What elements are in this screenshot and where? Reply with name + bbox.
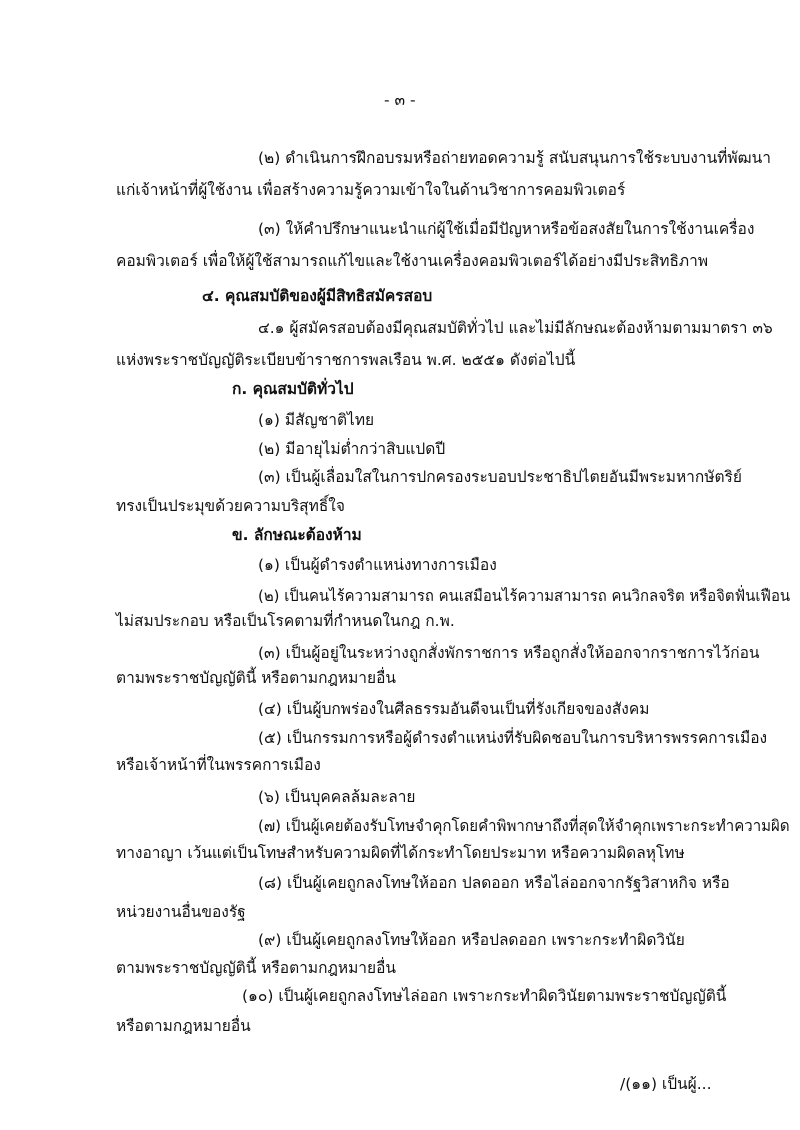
- prohibited-3-line-1: (๓) เป็นผู้อยู่ในระหว่างถูกสั่งพักราชการ หรือถูกสั่งให้ออกจากราชการไว้ก่อน: [258, 644, 760, 662]
- section-4-heading: ๔. คุณสมบัติของผู้มีสิทธิสมัครสอบ: [202, 287, 433, 305]
- prohibited-5-line-2: หรือเจ้าหน้าที่ในพรรคการเมือง: [116, 756, 321, 774]
- prohibited-4: (๔) เป็นผู้บกพร่องในศีลธรรมอันดีจนเป็นที่รังเกียจของสังคม: [258, 700, 650, 718]
- continuation-marker: /(๑๑) เป็นผู้...: [620, 1075, 712, 1093]
- prohibited-7-line-1: (๗) เป็นผู้เคยต้องรับโทษจำคุกโดยคำพิพากษาถึงที่สุดให้จำคุกเพราะกระทำความผิด: [258, 817, 790, 835]
- prohibited-3-line-2: ตามพระราชบัญญัตินี้ หรือตามกฎหมายอื่น: [116, 669, 396, 687]
- section-4-1-line-1: ๔.๑ ผู้สมัครสอบต้องมีคุณสมบัติทั่วไป และไม่มีลักษณะต้องห้ามตามมาตรา ๓๖: [258, 319, 773, 337]
- prohibited-5-line-1: (๕) เป็นกรรมการหรือผู้ดำรงตำแหน่งที่รับผิดชอบในการบริหารพรรคการเมือง: [258, 729, 768, 747]
- page-number: - ๓ -: [384, 91, 416, 109]
- duty-2-line-2: แก่เจ้าหน้าที่ผู้ใช้งาน เพื่อสร้างความรู้ความเข้าใจในด้านวิชาการคอมพิวเตอร์: [116, 181, 626, 199]
- prohibited-8-line-2: หน่วยงานอื่นของรัฐ: [116, 903, 246, 921]
- qualification-3-line-2: ทรงเป็นประมุขด้วยความบริสุทธิ์ใจ: [116, 497, 345, 515]
- duty-3-line-2: คอมพิวเตอร์ เพื่อให้ผู้ใช้สามารถแก้ไขและใช้งานเครื่องคอมพิวเตอร์ได้อย่างมีประสิทธิภาพ: [116, 252, 709, 270]
- prohibited-9-line-1: (๙) เป็นผู้เคยถูกลงโทษให้ออก หรือปลดออก เพราะกระทำผิดวินัย: [258, 931, 685, 949]
- prohibited-1: (๑) เป็นผู้ดำรงตำแหน่งทางการเมือง: [258, 556, 497, 574]
- prohibited-10-line-1: (๑๐) เป็นผู้เคยถูกลงโทษไล่ออก เพราะกระทำผิดวินัยตามพระราชบัญญัตินี้: [242, 987, 727, 1005]
- duty-2-line-1: (๒) ดำเนินการฝึกอบรมหรือถ่ายทอดความรู้ สนับสนุนการใช้ระบบงานที่พัฒนา: [258, 149, 771, 167]
- qualification-1: (๑) มีสัญชาติไทย: [258, 411, 375, 429]
- prohibited-2-line-2: ไม่สมประกอบ หรือเป็นโรคตามที่กำหนดในกฎ ก.พ.: [116, 612, 455, 630]
- prohibited-characteristics-heading: ข. ลักษณะต้องห้าม: [232, 526, 362, 544]
- prohibited-8-line-1: (๘) เป็นผู้เคยถูกลงโทษให้ออก ปลดออก หรือไล่ออกจากรัฐวิสาหกิจ หรือ: [258, 874, 730, 892]
- prohibited-9-line-2: ตามพระราชบัญญัตินี้ หรือตามกฎหมายอื่น: [116, 959, 396, 977]
- prohibited-2-line-1: (๒) เป็นคนไร้ความสามารถ คนเสมือนไร้ความสามารถ คนวิกลจริต หรือจิตฟั่นเฟือน: [258, 587, 791, 605]
- duty-3-line-1: (๓) ให้คำปรึกษาแนะนำแก่ผู้ใช้เมื่อมีปัญหาหรือข้อสงสัยในการใช้งานเครื่อง: [258, 220, 755, 238]
- section-4-1-line-2: แห่งพระราชบัญญัติระเบียบข้าราชการพลเรือน พ.ศ. ๒๕๕๑ ดังต่อไปนี้: [116, 351, 576, 369]
- prohibited-6: (๖) เป็นบุคคลล้มละลาย: [258, 788, 416, 806]
- qualification-2: (๒) มีอายุไม่ต่ำกว่าสิบแปดปี: [258, 440, 446, 458]
- general-qualifications-heading: ก. คุณสมบัติทั่วไป: [232, 380, 354, 398]
- qualification-3-line-1: (๓) เป็นผู้เลื่อมใสในการปกครองระบอบประชาธิปไตยอันมีพระมหากษัตริย์: [258, 468, 742, 486]
- prohibited-10-line-2: หรือตามกฎหมายอื่น: [116, 1017, 251, 1035]
- prohibited-7-line-2: ทางอาญา เว้นแต่เป็นโทษสำหรับความผิดที่ได้กระทำโดยประมาท หรือความผิดลหุโทษ: [116, 844, 685, 862]
